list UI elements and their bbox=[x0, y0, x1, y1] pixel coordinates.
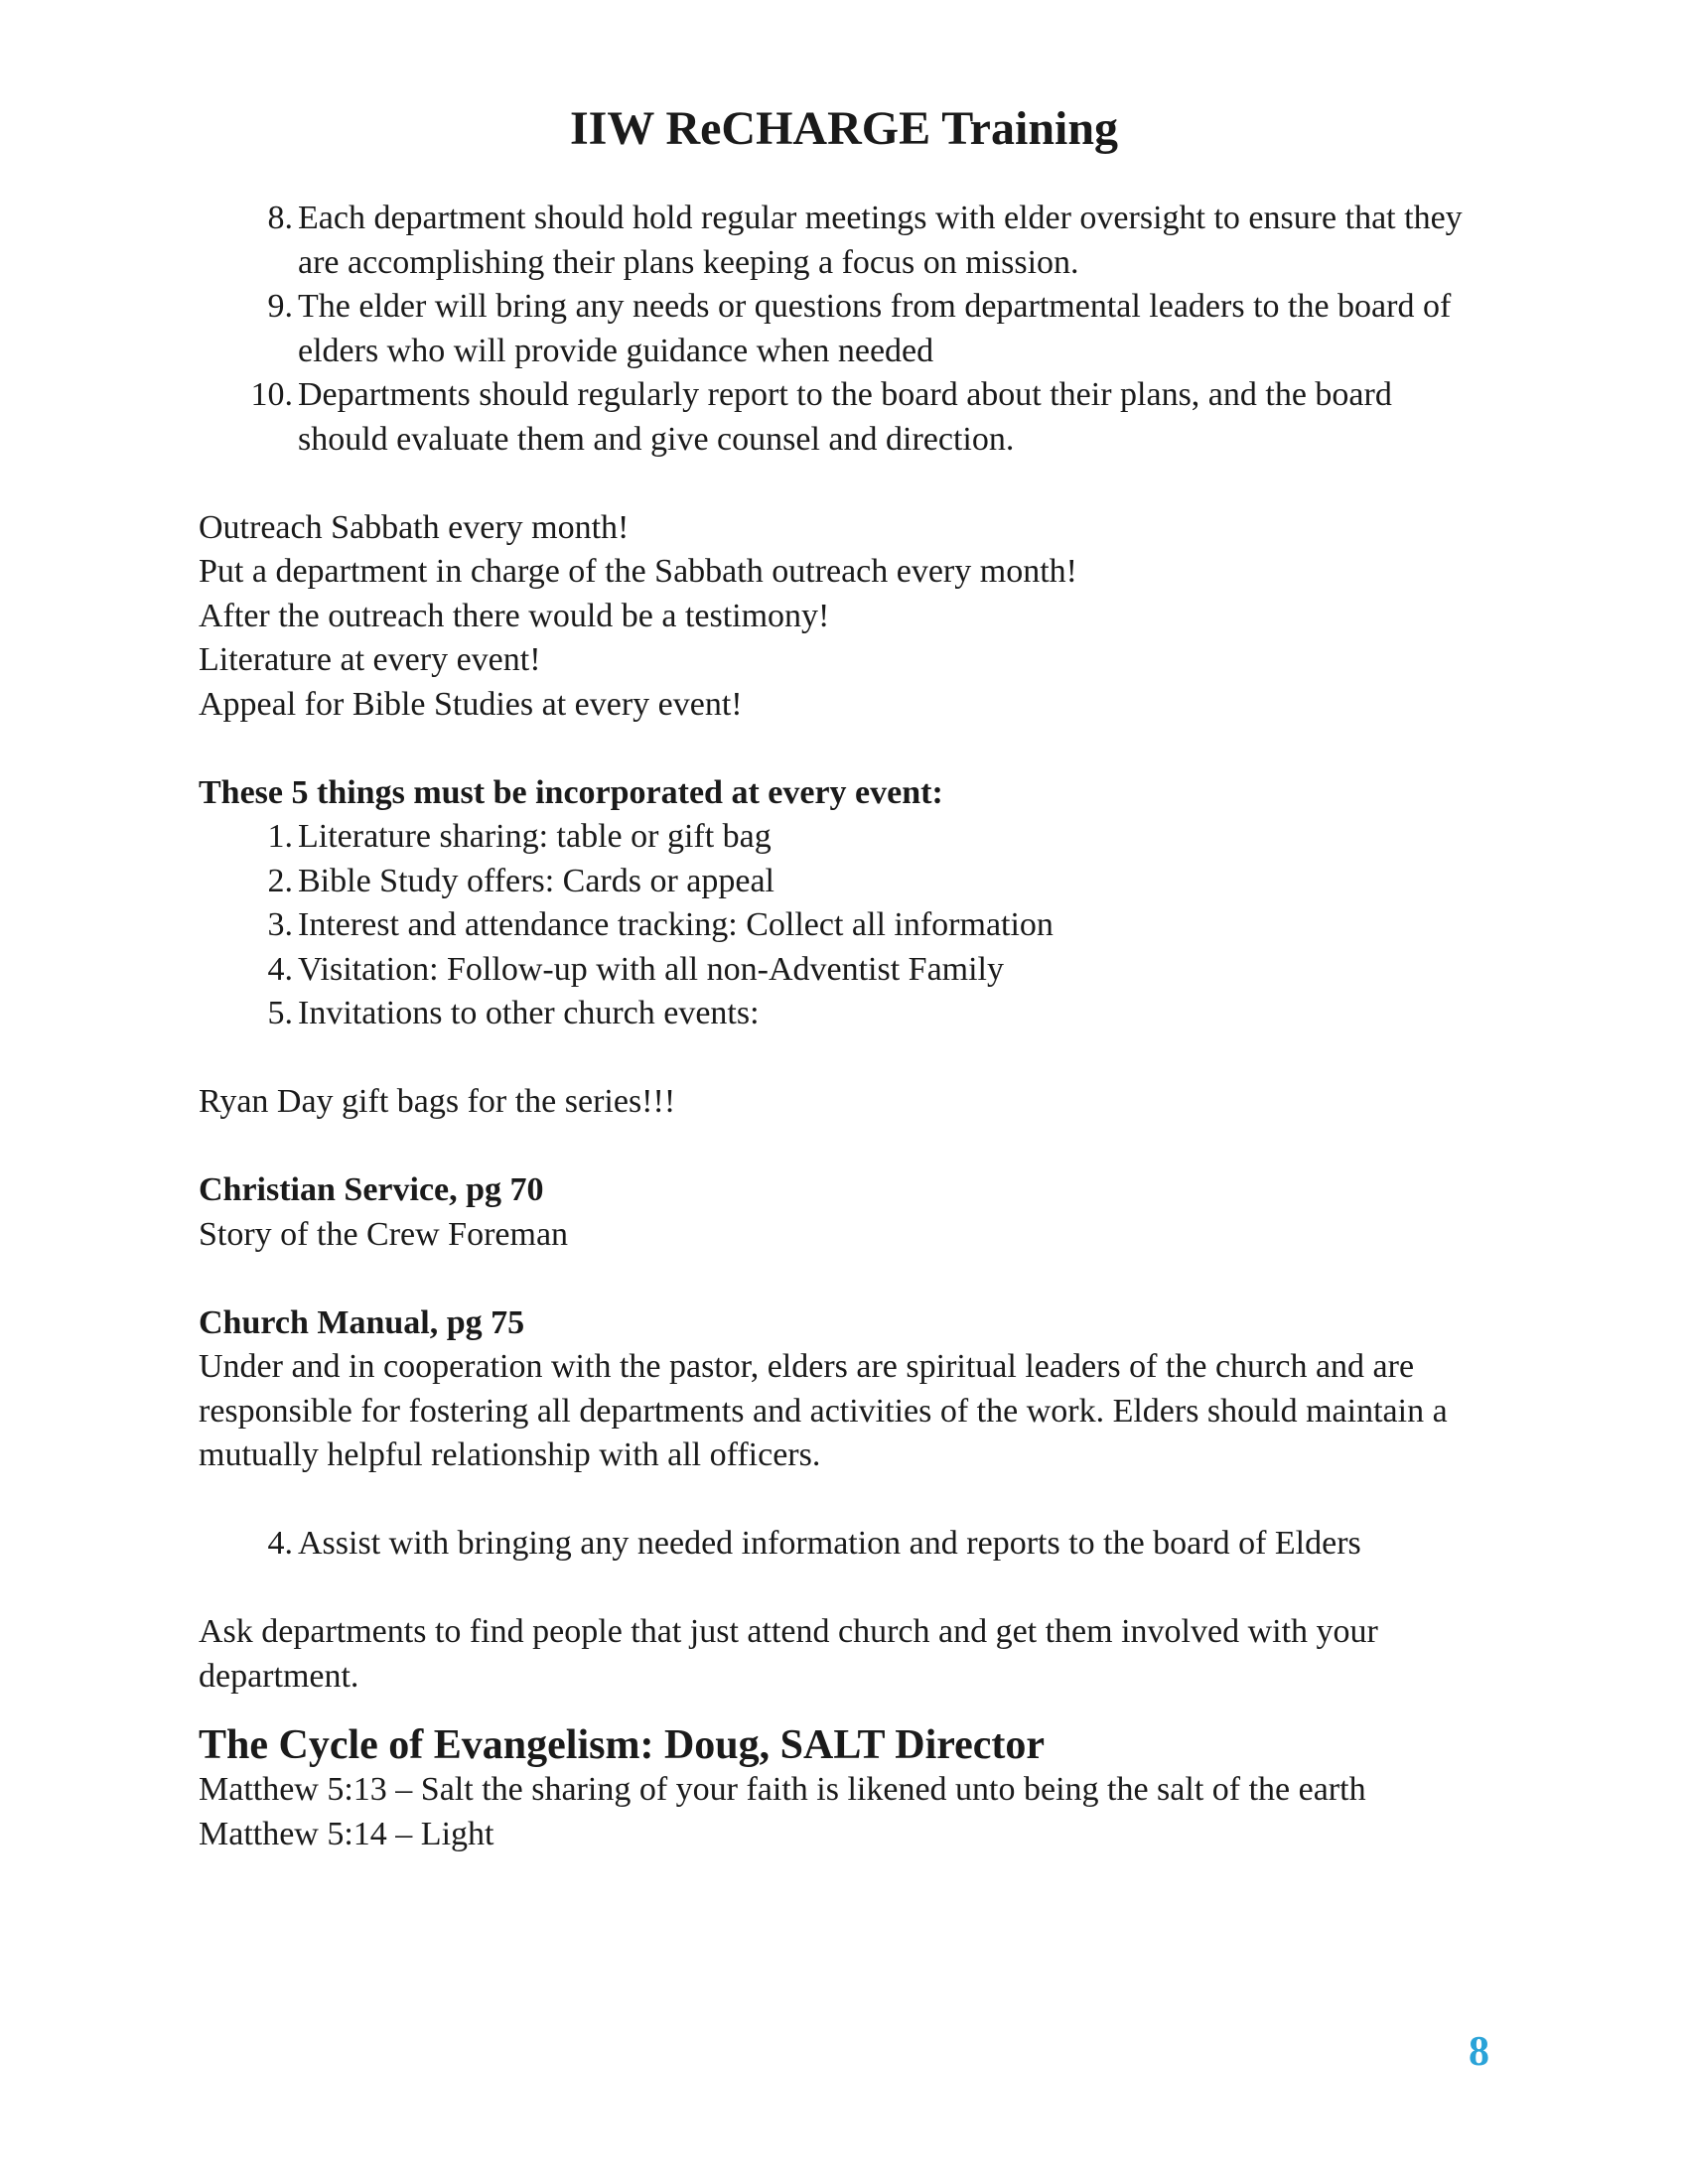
outreach-line: Outreach Sabbath every month! bbox=[199, 508, 630, 546]
list-item-number: 4. bbox=[267, 950, 293, 988]
list-item-number: 4. bbox=[267, 1525, 293, 1562]
page-title: IIW ReCHARGE Training bbox=[569, 102, 1119, 155]
list-item-text: Literature sharing: table or gift bag bbox=[298, 818, 772, 855]
numbered-list-church-manual bbox=[199, 1522, 1489, 1567]
list-item-text: The elder will bring any needs or questions from departmental leaders to the board of elders who will provide guidance when needed bbox=[298, 288, 1452, 369]
numbered-list-five-things bbox=[199, 815, 1489, 1036]
list-item-number: 9. bbox=[267, 288, 293, 325]
list-item-number: 3. bbox=[267, 906, 293, 943]
five-things-heading: These 5 things must be incorporated at every event: bbox=[199, 773, 943, 811]
list-item bbox=[199, 992, 1489, 1036]
list-item bbox=[199, 860, 1489, 904]
outreach-line: Put a department in charge of the Sabbath outreach every month! bbox=[199, 553, 1077, 590]
gift-bags-line: Ryan Day gift bags for the series!!! bbox=[199, 1083, 676, 1120]
outreach-line: Literature at every event! bbox=[199, 641, 541, 678]
list-item-text: Each department should hold regular meetings with elder oversight to ensure that they are accomplishing their plans keeping a focus on mission. bbox=[298, 200, 1463, 281]
list-item-number: 2. bbox=[267, 862, 293, 899]
outreach-line: After the outreach there would be a testimony! bbox=[199, 597, 830, 634]
list-item-text: Bible Study offers: Cards or appeal bbox=[298, 862, 775, 899]
list-item bbox=[199, 197, 1489, 285]
outreach-line: Appeal for Bible Studies at every event! bbox=[199, 685, 743, 723]
christian-service-heading: Christian Service, pg 70 bbox=[199, 1171, 544, 1208]
list-item-text: Invitations to other church events: bbox=[298, 995, 760, 1031]
church-manual-heading: Church Manual, pg 75 bbox=[199, 1303, 525, 1341]
ask-departments-text: Ask departments to find people that just attend church and get them involved with your department. bbox=[199, 1613, 1378, 1695]
list-item-text: Departments should regularly report to the board about their plans, and the board should evaluate them and give counsel and direction. bbox=[298, 376, 1392, 458]
list-item bbox=[199, 373, 1489, 462]
christian-service-text: Story of the Crew Foreman bbox=[199, 1215, 569, 1253]
page-content bbox=[199, 197, 1489, 1856]
list-item-text: Interest and attendance tracking: Collect all information bbox=[298, 906, 1054, 943]
list-item bbox=[199, 903, 1489, 948]
list-item-number: 5. bbox=[267, 995, 293, 1031]
numbered-list-elder-oversight bbox=[199, 197, 1489, 462]
list-item-number: 1. bbox=[267, 818, 293, 855]
evangelism-line: Matthew 5:14 – Light bbox=[199, 1815, 494, 1852]
evangelism-line: Matthew 5:13 – Salt the sharing of your faith is likened unto being the salt of the earth bbox=[199, 1771, 1366, 1808]
list-item-number: 10. bbox=[250, 376, 293, 413]
list-item-text: Visitation: Follow-up with all non-Adventist Family bbox=[298, 950, 1004, 988]
evangelism-heading: The Cycle of Evangelism: Doug, SALT Director bbox=[199, 1722, 1046, 1768]
list-item bbox=[199, 1522, 1489, 1567]
outreach-lines bbox=[199, 506, 1489, 728]
page-number: 8 bbox=[1469, 2029, 1489, 2075]
list-item bbox=[199, 815, 1489, 860]
list-item bbox=[199, 285, 1489, 373]
list-item bbox=[199, 948, 1489, 993]
church-manual-text: Under and in cooperation with the pastor, elders are spiritual leaders of the church and are responsible for fostering all departments and activities of the work. Elders should maintain a mutually helpful relationship with all officers. bbox=[199, 1348, 1448, 1473]
list-item-text: Assist with bringing any needed information and reports to the board of Elders bbox=[298, 1525, 1361, 1562]
list-item-number: 8. bbox=[267, 200, 293, 236]
